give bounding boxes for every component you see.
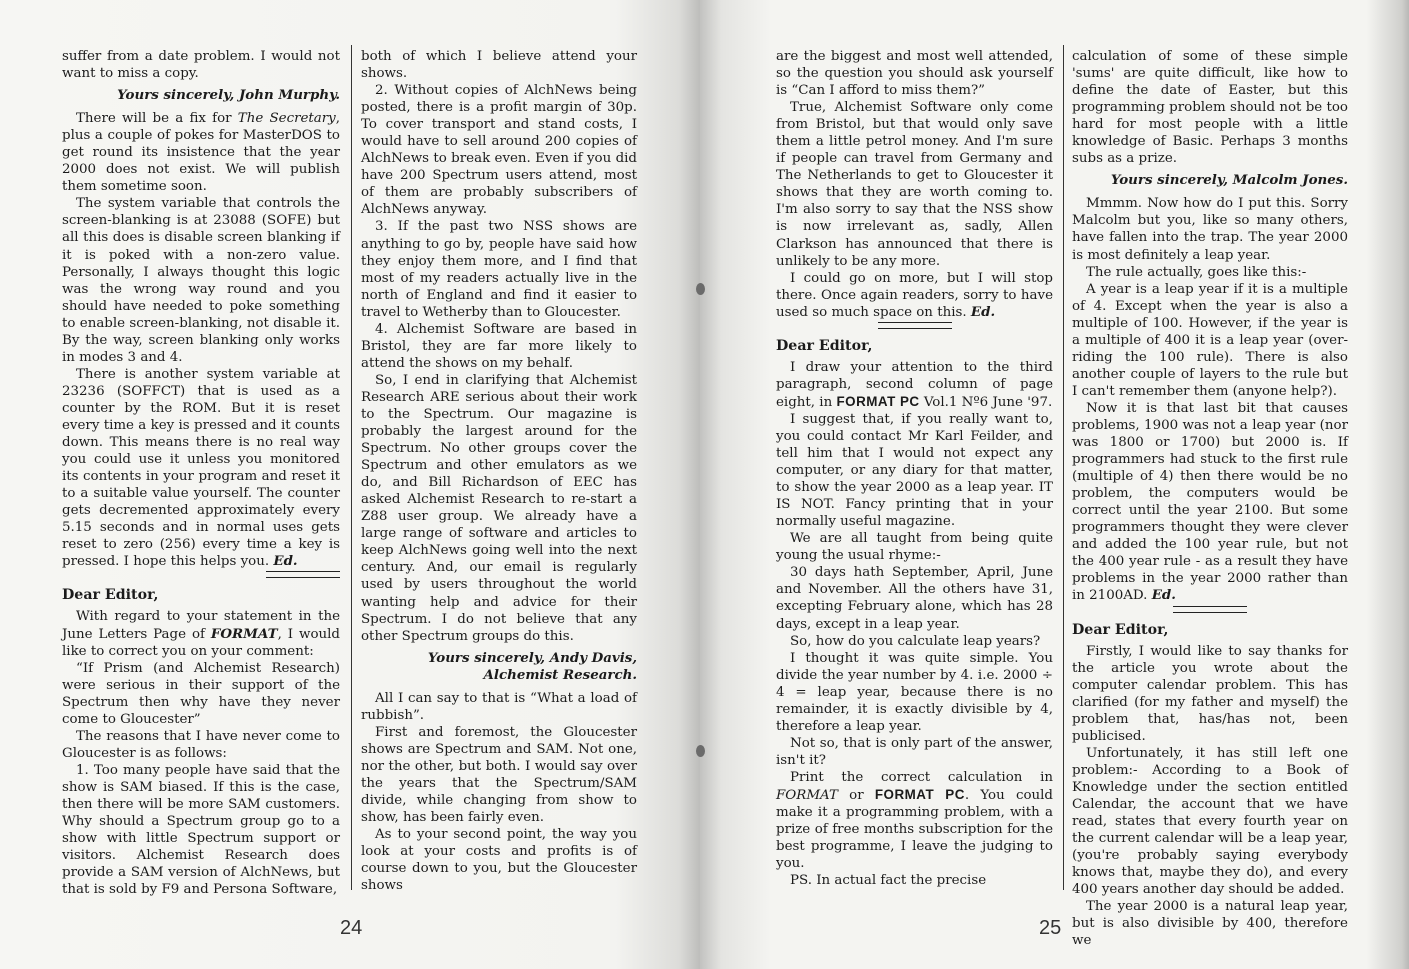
text-paragraph: Firstly, I would like to say thanks for the article you wrote about the computer calendar problem. This has clarified (for my father and myself) the problem that, has/has not, been publicised. (1072, 643, 1348, 744)
binding-hole (696, 283, 705, 295)
text-paragraph: are the biggest and most well attended, so the question you should ask yourself is “Can I afford to miss them?” (776, 49, 1053, 99)
signature: Yours sincerely, Malcolm Jones. (1110, 172, 1348, 189)
left-page (0, 0, 700, 969)
title-reference: The Secretary (237, 111, 336, 127)
signature: Yours sincerely, John Murphy. (117, 87, 340, 104)
letter-heading: Dear Editor, (62, 587, 159, 604)
text-paragraph: I draw your attention to the third paragraph, second column of page eight, in FORMAT PC Vol.1 Nº6 June '97. (776, 359, 1053, 410)
text-paragraph: So, how do you calculate leap years? (790, 633, 1041, 649)
text-paragraph: both of which I believe attend your shows. (361, 49, 637, 82)
page-number: 24 (340, 917, 363, 939)
text-paragraph: The system variable that controls the screen-blanking is at 23088 (SOFE) but all this does is disable screen blanking if it is poked with a non-zero value. Personally, I always thought this logic was the wrong way round and you should have needed to poke something to enable screen-blanking, not disable it. By the way, screen blanking only works in modes 3 and 4. (62, 196, 340, 365)
text-paragraph: 30 days hath September, April, June and November. All the others have 31, excepting February alone, which has 28 days, except in a leap year. (776, 565, 1053, 632)
text-paragraph: “If Prism (and Alchemist Research) were serious in their support of the Spectrum then why have they never come to Gloucester” (62, 660, 340, 727)
format-brand: FORMAT (210, 625, 278, 642)
format-brand: FORMAT (776, 787, 838, 803)
editor-mark: Ed. (1151, 587, 1176, 604)
page-number: 25 (1039, 917, 1062, 939)
text-paragraph: 1. Too many people have said that the show is SAM biased. If this is the case, then there will be more SAM customers. Why should a Spectrum group go to a show with little Spectrum support or visitors. Alchemist Research does provide a SAM version of AlchNews, but that is sold by F9 and Persona Software, (62, 762, 340, 898)
text-paragraph: The rule actually, goes like this:- (1086, 264, 1307, 280)
signature-organisation: Alchemist Research. (483, 666, 637, 683)
text-paragraph: calculation of some of these simple 'sums' are quite difficult, like how to define the date of Easter, but this programming problem should not be too hard for most people with a little knowledge of Basic. Perhaps 3 months subs as a prize. (1072, 49, 1348, 167)
separator-rule (1173, 606, 1247, 613)
right-page-column-2 (1072, 48, 1348, 949)
letter-heading: Dear Editor, (1072, 621, 1169, 638)
column-divider (351, 45, 352, 890)
text-paragraph: Print the correct calculation in FORMAT or FORMAT PC. You could make it a programming problem, with a prize of free months subscription for the best programme, I leave the judging to you. (776, 769, 1053, 872)
text-paragraph: PS. In actual fact the precise (790, 873, 987, 889)
separator-rule (266, 571, 340, 578)
text-paragraph: 2. Without copies of AlchNews being posted, there is a profit margin of 30p. To cover transport and stand costs, I would have to sell around 200 copies of AlchNews to break even. Even if you did have 200 Spectrum users attend, most of them are probably subscribers of AlchNews anyway. (361, 83, 637, 218)
editor-mark: Ed. (970, 303, 996, 320)
text-paragraph: The reasons that I have never come to Gloucester is as follows: (62, 728, 340, 761)
text-paragraph: Not so, that is only part of the answer, isn't it? (776, 735, 1053, 768)
format-pc-brand: FORMAT PC (836, 393, 920, 409)
text-paragraph: Mmmm. Now how do I put this. Sorry Malcolm but you, like so many others, have fallen into the trap. The year 2000 is most definitely a leap year. (1072, 196, 1348, 263)
separator-rule (878, 322, 952, 329)
text-paragraph: With regard to your statement in the June Letters Page of FORMAT, I would like to correct you on your comment: (62, 609, 340, 659)
text-paragraph: Now it is that last bit that causes problems, 1900 was not a leap year (nor was 1800 or 1700) but 2000 is. If programmers had stuck to the first rule (multiple of 4) then there would be no problem, the computers would be correct until the year 2100. But some programmers thought they were clever and added the 100 year rule, but not the 400 year rule - as a result they have problems in the year 2000 rather than in 2100AD. Ed. (1072, 400, 1348, 604)
text-paragraph: The year 2000 is a natural leap year, but is also divisible by 400, therefore we (1072, 899, 1348, 949)
editor-mark: Ed. (273, 553, 298, 570)
column-divider (1063, 45, 1064, 890)
text-paragraph: All I can say to that is “What a load of rubbish”. (361, 690, 637, 723)
binding-hole (696, 745, 705, 757)
text-paragraph: A year is a leap year if it is a multiple of 4. Except when the year is also a multiple of 100. However, if the year is a multiple of 400 it is a leap year (over-riding the 100 rule). There is also another couple of layers to the rule but I can't remember them (anyone help?). (1072, 281, 1348, 399)
right-page (700, 0, 1409, 969)
text-paragraph: First and foremost, the Gloucester shows are Spectrum and SAM. Not one, nor the other, but both. I would say over the years that the Spectrum/SAM divide, while changing from show to show, has been fairly even. (361, 724, 637, 826)
text-paragraph: 3. If the past two NSS shows are anything to go by, people have said how they enjoy them more, and I find that most of my readers actually live in the north of England and find it easier to travel to Wetherby than to Gloucester. (361, 219, 637, 320)
text-paragraph: I thought it was quite simple. You divide the year number by 4. i.e. 2000 ÷ 4 = leap year, because there is no remainder, it is exactly divisible by 4, therefore a leap year. (776, 650, 1053, 734)
text-paragraph: So, I end in clarifying that Alchemist Research ARE serious about their work to the Spectrum. Our magazine is probably the largest around for the Spectrum. No other groups cover the Spectrum and other emulators as we do, and Bill Richardson of EEC has asked Alchemist Research to re-start a Z88 user group. We already have a large range of software and articles to keep AlchNews going well into the next century. And, our email is regularly used by users throughout the world wanting help and advice for their Spectrum. I do not believe that any other Spectrum groups do this. (361, 372, 637, 644)
text-paragraph: We are all taught from being quite young the usual rhyme:- (776, 531, 1053, 564)
format-pc-brand: FORMAT PC (874, 786, 965, 802)
text-paragraph: I suggest that, if you really want to, you could contact Mr Karl Feilder, and tell him that I would not expect any computer, or any diary for that matter, to show the year 2000 as a leap year. IT IS NOT. Fancy printing that in your normally useful magazine. (776, 411, 1053, 530)
text-paragraph: Unfortunately, it has still left one problem:- According to a Book of Knowledge under the section entitled Calendar, the account that we have read, states that every fourth year on the current calendar will be a leap year, (you're probably saying everybody knows that, maybe they do), and every 400 years another day should be added. (1072, 745, 1348, 898)
letter-heading: Dear Editor, (776, 337, 873, 354)
text-paragraph: I could go on more, but I will stop there. Once again readers, sorry to have used so much space on this. Ed. (776, 270, 1053, 320)
left-page-column-2 (361, 48, 637, 894)
signature: Yours sincerely, Andy Davis, (427, 649, 637, 666)
right-page-column-1 (776, 48, 1053, 889)
text-paragraph: suffer from a date problem. I would not want to miss a copy. (62, 49, 340, 82)
text-paragraph: 4. Alchemist Software are based in Bristol, they are far more likely to attend the shows on my behalf. (361, 321, 637, 371)
text-paragraph: There is another system variable at 23236 (SOFFCT) that is used as a counter by the ROM. But it is reset every time a key is pressed and it counts down. This means there is no real way you could use it unless you monitored its contents in your program and reset it to a suitable value yourself. The counter gets decremented approximately every 5.15 seconds and in normal uses gets reset to zero (256) every time a key is pressed. I hope this helps you. Ed. (62, 366, 340, 570)
text-paragraph: There will be a fix for The Secretary, plus a couple of pokes for MasterDOS to get round its insistence that the year 2000 does not exist. We will publish them sometime soon. (62, 111, 340, 195)
text-paragraph: True, Alchemist Software only come from Bristol, but that would only save them a little petrol money. And I'm sure if people can travel from Germany and The Netherlands to get to Gloucester it shows that they are worth coming to. I'm also sorry to say that the NSS show is now irrelevant as, sadly, Allen Clarkson has announced that there is unlikely to be any more. (776, 100, 1053, 269)
left-page-column-1 (62, 48, 340, 898)
text-paragraph: As to your second point, the way you look at your costs and profits is of course down to you, but the Gloucester shows (361, 827, 637, 894)
